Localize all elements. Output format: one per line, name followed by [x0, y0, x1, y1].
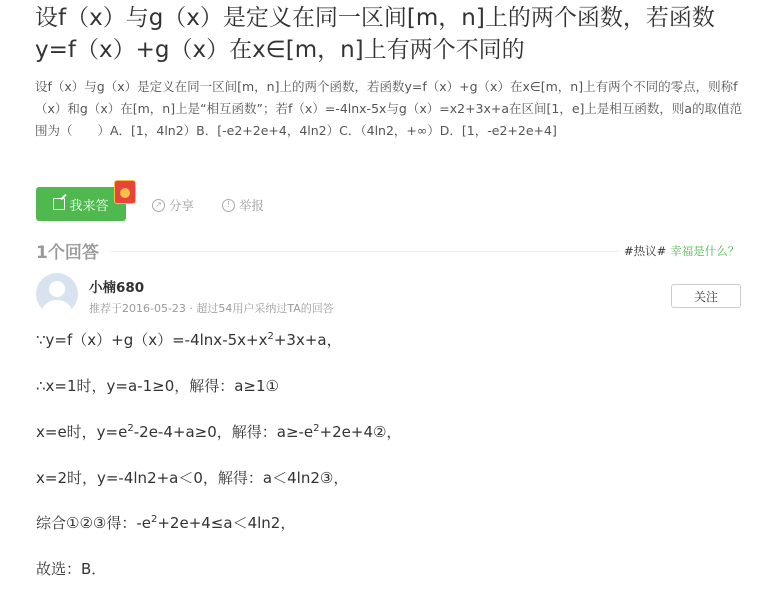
divider — [110, 251, 620, 252]
answer-count: 1个回答 — [36, 243, 99, 263]
answer-line-1-part-a: ∵y=f（x）+g（x）=-4lnx-5x+x — [36, 331, 268, 349]
answer-line-5-sup: 2 — [150, 514, 158, 525]
avatar-head — [49, 281, 65, 297]
answer-button-label: 我来答 — [69, 198, 109, 214]
answer-button[interactable] — [36, 187, 126, 221]
answer-line-2: ∴x=1时，y=a-1≥0，解得：a≥1① — [36, 377, 279, 395]
answer-line-4: x=2时，y=-4ln2+a＜0，解得：a＜4ln2③， — [36, 469, 349, 487]
answer-line-5 — [36, 512, 295, 533]
hot-question-link[interactable]: 幸福是什么？ — [670, 244, 740, 258]
avatar-body — [42, 300, 72, 315]
hot-topic — [624, 243, 739, 259]
answer-line-3-part-a: x=e时，y=e — [36, 423, 128, 441]
answer-meta: 推荐于2016-05-23 · 超过54用户采纳过TA的回答 — [89, 302, 334, 315]
share-icon: ↗ — [152, 199, 165, 212]
answer-line-6: 故选：B． — [36, 560, 107, 578]
report-button[interactable] — [222, 196, 264, 214]
answer-line-1-part-b: +3x+a， — [273, 331, 342, 349]
answer-line-3-sup-2: 2 — [313, 423, 320, 434]
answer-line-3 — [36, 421, 401, 442]
answer-line-3-sup-1: 2 — [127, 423, 134, 434]
report-label: 举报 — [239, 198, 265, 213]
answer-line-1 — [36, 329, 342, 350]
answer-line-5-part-b: +2e+4≤a＜4ln2， — [157, 514, 296, 532]
question-title: 设f（x）与g（x）是定义在同一区间[m，n]上的两个函数，若函数y=f（x）+g（x）在x∈[m，n]上有两个不同的 — [35, 5, 715, 63]
answer-line-3-part-b: -2e-4+a≥0，解得：a≥-e — [133, 423, 314, 441]
answer-username[interactable]: 小楠680 — [89, 280, 145, 296]
answer-line-3-part-c: +2e+4②， — [319, 423, 402, 441]
red-packet-icon — [114, 180, 136, 204]
question-description: 设f（x）与g（x）是定义在同一区间[m，n]上的两个函数，若函数y=f（x）+g（x）在x∈[m，n]上有两个不同的零点，则称f（x）和g（x）在[m，n]上是“相互函数”；若f（x）=-4lnx-5x与g（x）=x2+3x+a在区间[1，e]上是相互函数，则a的取值范围为（ ）A．[1，4ln2）B．[-e2+2e+4，4ln2）C．（4ln2，+∞）D．[1，-e2+2e+4] — [35, 79, 743, 138]
follow-button[interactable]: 关注 — [671, 284, 741, 308]
avatar[interactable] — [36, 273, 78, 315]
edit-icon — [53, 198, 65, 210]
hot-tag: #热议# — [624, 244, 667, 258]
answer-line-5-part-a: 综合①②③得：-e — [36, 514, 151, 532]
answer-line-1-sup: 2 — [267, 331, 274, 342]
share-button[interactable] — [152, 196, 194, 214]
share-label: 分享 — [169, 198, 195, 213]
alert-icon: ! — [222, 199, 235, 212]
